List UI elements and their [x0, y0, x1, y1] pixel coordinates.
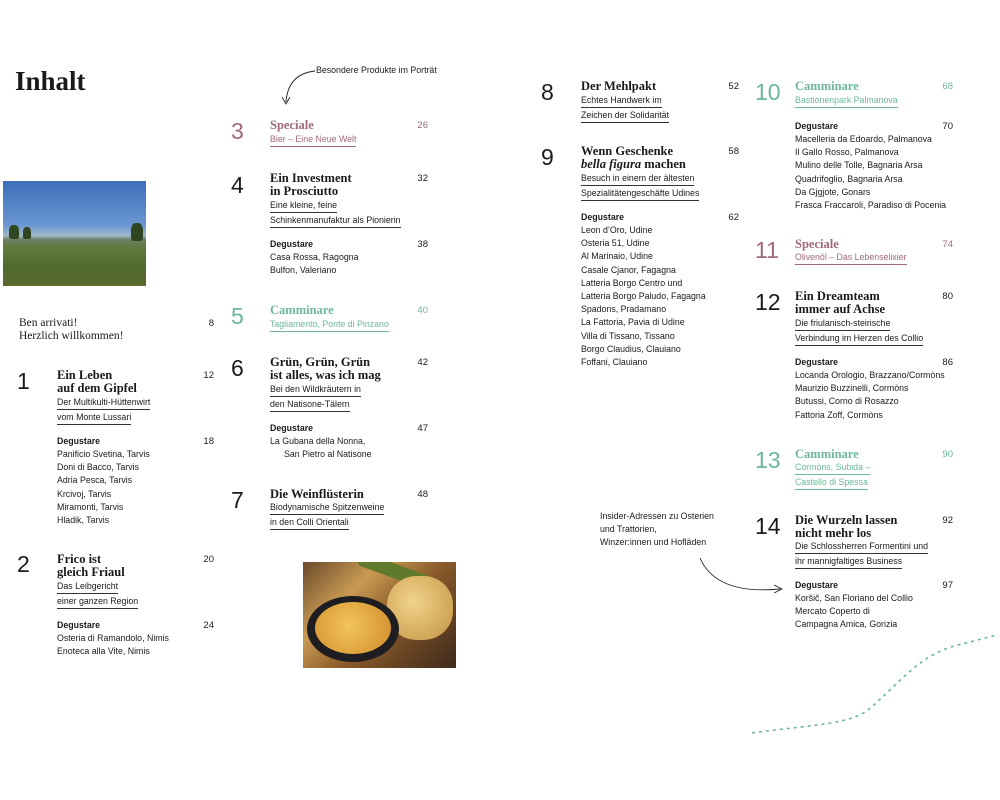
chapter-7-title[interactable]: Die Weinflüsterin	[270, 487, 364, 501]
chapter-3-page: 26	[417, 120, 428, 131]
chapter-2-number: 2	[17, 551, 30, 577]
chapter-10-number: 10	[755, 79, 781, 105]
chapter-14-degustare-page: 97	[942, 580, 953, 591]
chapter-7-number: 7	[231, 487, 244, 513]
chapter-1-title[interactable]: Ein Leben auf dem Gipfel	[57, 368, 137, 395]
chapter-14-subtitle: Die Schlossherren Formentini und ihr mannigfaltiges Business	[795, 540, 928, 570]
chapter-2-subtitle: Das Leibgericht einer ganzen Region	[57, 580, 138, 610]
degustare-label: Degustare	[581, 212, 625, 222]
callout-products: Besondere Produkte im Porträt	[316, 65, 437, 75]
chapter-6-degustare-list: La Gubana della Nonna, San Pietro al Natisone	[270, 436, 372, 460]
chapter-9-number: 9	[541, 144, 554, 170]
chapter-13-page: 90	[942, 449, 953, 460]
chapter-9-title[interactable]: Wenn Geschenke bella figura machen	[581, 144, 686, 171]
chapter-11-number: 11	[755, 237, 779, 263]
intro-page: 8	[208, 318, 214, 329]
chapter-4-degustare-page: 38	[417, 239, 428, 250]
chapter-1-number: 1	[17, 368, 30, 394]
chapter-6-number: 6	[231, 355, 244, 381]
degustare-label: Degustare	[795, 121, 839, 131]
chapter-1-degustare-list: Panificio Svetina, Tarvis Doni di Bacco, Tarvis Adria Pesca, Tarvis Krcivoj, Tarvis Miramonti, Tarvis Hladik, Tarvis	[57, 449, 150, 525]
chapter-1-page: 12	[203, 370, 214, 381]
callout-arrow-top	[280, 68, 320, 108]
chapter-9-subtitle: Besuch in einem der ältesten Spezialitätengeschäfte Udines	[581, 172, 699, 202]
degustare-label: Degustare	[270, 239, 314, 249]
chapter-11-subtitle: Olivenöl – Das Lebenselixier	[795, 251, 907, 266]
chapter-1-degustare-page: 18	[203, 436, 214, 447]
chapter-2-page: 20	[203, 554, 214, 565]
chapter-12-degustare-page: 86	[942, 357, 953, 368]
chapter-14-number: 14	[755, 513, 781, 539]
chapter-4-number: 4	[231, 172, 244, 198]
chapter-12-page: 80	[942, 291, 953, 302]
chapter-11-title[interactable]: Speciale	[795, 237, 839, 251]
chapter-5-title[interactable]: Camminare	[270, 303, 334, 317]
chapter-4-title[interactable]: Ein Investment in Prosciutto	[270, 171, 352, 198]
chapter-6-degustare-page: 47	[417, 423, 428, 434]
chapter-10-degustare-list: Macelleria da Edoardo, Palmanova Il Gallo Rosso, Palmanova Mulino delle Tolle, Bagnaria Arsa Quadrifoglio, Bagnaria Arsa Da Gjgjote, Gonars Frasca Fraccaroli, Paradiso di Pocenia	[795, 134, 947, 210]
chapter-4-page: 32	[417, 173, 428, 184]
chapter-8-page: 52	[728, 81, 739, 92]
chapter-10-page: 68	[942, 81, 953, 92]
degustare-label: Degustare	[57, 620, 101, 630]
chapter-11-page: 74	[942, 239, 953, 250]
chapter-8-subtitle: Echtes Handwerk im Zeichen der Solidarität	[581, 94, 669, 124]
chapter-9-degustare-page: 62	[728, 212, 739, 223]
degustare-label: Degustare	[270, 423, 314, 433]
chapter-12-number: 12	[755, 289, 781, 315]
degustare-label: Degustare	[795, 357, 839, 367]
intro-greeting: Ben arrivati! Herzlich willkommen!	[19, 317, 124, 342]
chapter-12-title[interactable]: Ein Dreamteam immer auf Achse	[795, 289, 886, 316]
chapter-12-subtitle: Die friulanisch-steirische Verbindung im Herzen des Collio	[795, 317, 923, 347]
chapter-6-title[interactable]: Grün, Grün, Grün ist alles, was ich mag	[270, 355, 381, 382]
chapter-10-subtitle: Bastionenpark Palmanova	[795, 94, 898, 109]
chapter-6-page: 42	[417, 357, 428, 368]
chapter-8-number: 8	[541, 79, 554, 105]
degustare-label: Degustare	[57, 436, 101, 446]
frico-photo	[303, 562, 456, 668]
chapter-3-title[interactable]: Speciale	[270, 118, 314, 132]
chapter-5-page: 40	[417, 305, 428, 316]
chapter-10-title[interactable]: Camminare	[795, 79, 859, 93]
chapter-14-title[interactable]: Die Wurzeln lassen nicht mehr los	[795, 513, 898, 540]
chapter-4-degustare-list: Casa Rossa, Ragogna Bulfon, Valeriano	[270, 252, 359, 276]
chapter-13-subtitle: Cormòns, Subida – Castello di Spessa	[795, 461, 870, 491]
chapter-10-degustare-page: 70	[942, 121, 953, 132]
chapter-6-subtitle: Bei den Wildkräutern in den Natisone-Tälern	[270, 383, 361, 413]
page-title: Inhalt	[15, 66, 86, 96]
chapter-14-page: 92	[942, 515, 953, 526]
chapter-2-degustare-page: 24	[203, 620, 214, 631]
degustare-label: Degustare	[795, 580, 839, 590]
callout-insider: Insider-Adressen zu Osterien und Trattorien, Winzer:innen und Hofläden	[600, 511, 714, 547]
chapter-7-page: 48	[417, 489, 428, 500]
chapter-2-degustare-list: Osteria di Ramandolo, Nimis Enoteca alla Vite, Nimis	[57, 633, 169, 657]
chapter-12-degustare-list: Locanda Orologio, Brazzano/Cormòns Maurizio Buzzinelli, Cormòns Butussi, Corno di Rosazzo Fattoria Zoff, Cormòns	[795, 370, 945, 420]
dotted-path-decoration	[748, 625, 1000, 740]
callout-arrow-bottom	[696, 555, 788, 597]
chapter-7-subtitle: Biodynamische Spitzenweine in den Colli Orientali	[270, 501, 384, 531]
chapter-14-degustare-list: Koršič, San Floriano del Collio Mercato Coperto di Campagna Amica, Gorizia	[795, 593, 913, 630]
landscape-photo	[3, 181, 146, 286]
chapter-5-number: 5	[231, 303, 244, 329]
chapter-3-number: 3	[231, 118, 244, 144]
chapter-5-subtitle: Tagliamento, Ponte di Pinzano	[270, 318, 389, 333]
chapter-8-title[interactable]: Der Mehlpakt	[581, 79, 657, 93]
chapter-1-subtitle: Der Multikulti-Hüttenwirt vom Monte Lussari	[57, 396, 150, 426]
chapter-4-subtitle: Eine kleine, feine Schinkenmanufaktur als Pionierin	[270, 199, 401, 229]
chapter-13-title[interactable]: Camminare	[795, 447, 859, 461]
chapter-2-title[interactable]: Frico ist gleich Friaul	[57, 552, 125, 579]
chapter-3-subtitle: Bier – Eine Neue Welt	[270, 133, 356, 148]
chapter-13-number: 13	[755, 447, 781, 473]
chapter-9-page: 58	[728, 146, 739, 157]
chapter-9-degustare-list: Leon d’Oro, Udine Osteria 51, Udine Al Marinaio, Udine Casale Cjanor, Fagagna Latteria Borgo Centro und Latteria Borgo Paludo, Fagagna Spadons, Pradamano La Fattoria, Pavia di Udine Villa di Tissano, Tissano Borgo Claudius, Clauiano Foffani, Clauiano	[581, 225, 706, 367]
